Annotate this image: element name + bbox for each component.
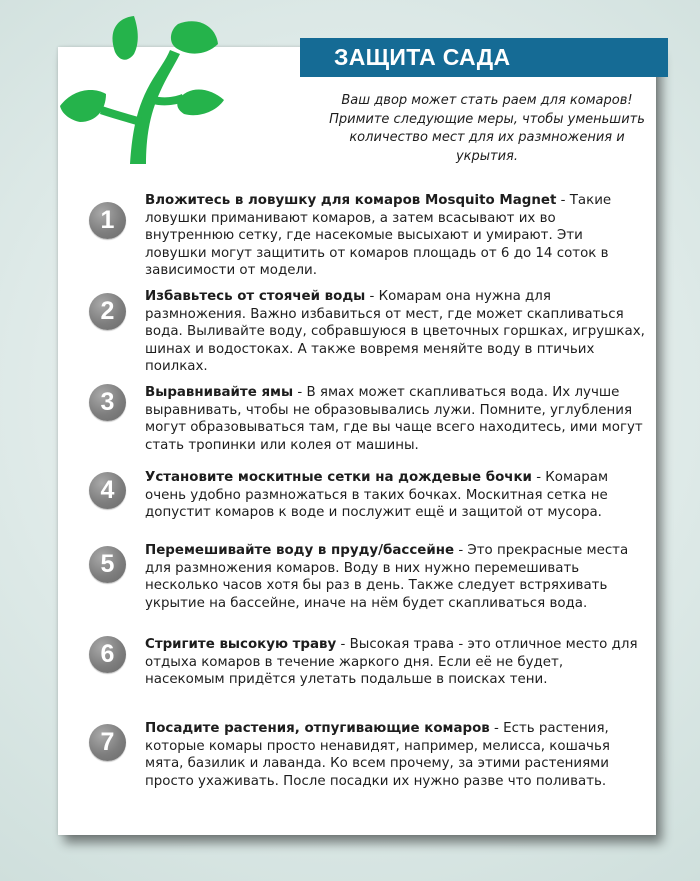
tip-title: Перемешивайте воду в пруду/бассейне [145, 543, 455, 558]
tip-text [145, 542, 645, 612]
tip-description: - В ямах может скапливаться вода. Их лучше выравнивать, чтобы не образовывались лужи. Помните, углубления могут образовываться там, где вы чаще всего находитесь, ими могут стать тропинки или колея от машины. [145, 385, 643, 453]
step-number-badge: 2 [89, 293, 126, 330]
tip-text [145, 469, 645, 522]
step-number-badge: 1 [89, 202, 126, 239]
tip-text [145, 288, 645, 376]
tip-description: - Комарам очень удобно размножаться в таких бочках. Москитная сетка не допустит комаров к воде и послужит ещё и защитой от мусора. [145, 470, 609, 520]
plant-sprout-icon [58, 14, 228, 164]
tip-text [145, 720, 645, 790]
step-number-badge: 3 [89, 384, 126, 421]
tip-description: - Это прекрасные места для размножения комаров. Воду в них нужно перемешивать несколько часов хотя бы раз в день. Также следует встряхивать укрытие на бассейне, иначе на нём будет скапливаться вода. [145, 543, 629, 611]
tip-title: Установите москитные сетки на дождевые бочки [145, 470, 532, 485]
tip-description: - Есть растения, которые комары просто ненавидят, например, мелисса, кошачья мята, базилик и лаванда. Ко всем прочему, за этими растениями просто ухаживать. После посадки их нужно разве что поливать. [145, 721, 610, 789]
tip-title: Посадите растения, отпугивающие комаров [145, 721, 490, 736]
step-number-badge: 4 [89, 472, 126, 509]
tip-title: Стригите высокую траву [145, 637, 337, 652]
tip-text [145, 636, 645, 689]
step-number-badge: 5 [89, 546, 126, 583]
step-number-badge: 6 [89, 636, 126, 673]
tip-title: Избавьтесь от стоячей воды [145, 289, 366, 304]
tip-description: - Высокая трава - это отличное место для отдыха комаров в течение жаркого дня. Если её не будет, насекомым придётся улетать подальше в поисках тени. [145, 637, 638, 687]
page-title: ЗАЩИТА САДА [300, 38, 668, 77]
tip-text [145, 192, 645, 280]
intro-text: Ваш двор может стать раем для комаров! Примите следующие меры, чтобы уменьшить количество мест для их размножения и укрытия. [329, 93, 645, 164]
tip-description: - Комарам она нужна для размножения. Важно избавиться от мест, где может скапливаться вода. Выливайте воду, собравшуюся в цветочных горшках, игрушках, шинах и водостоках. А также вовремя меняйте воду в птичьих поилках. [145, 289, 645, 374]
step-number-badge: 7 [89, 724, 126, 761]
tip-title: Выравнивайте ямы [145, 385, 294, 400]
tip-title: Вложитесь в ловушку для комаров Mosquito Magnet [145, 193, 557, 208]
tip-text [145, 384, 645, 454]
tip-description: - Такие ловушки приманивают комаров, а затем всасывают их во внутреннюю сетку, где насекомые высыхают и умирают. Эти ловушки могут защитить от комаров площадь от 6 до 14 соток в зависимости от модели. [145, 193, 612, 278]
